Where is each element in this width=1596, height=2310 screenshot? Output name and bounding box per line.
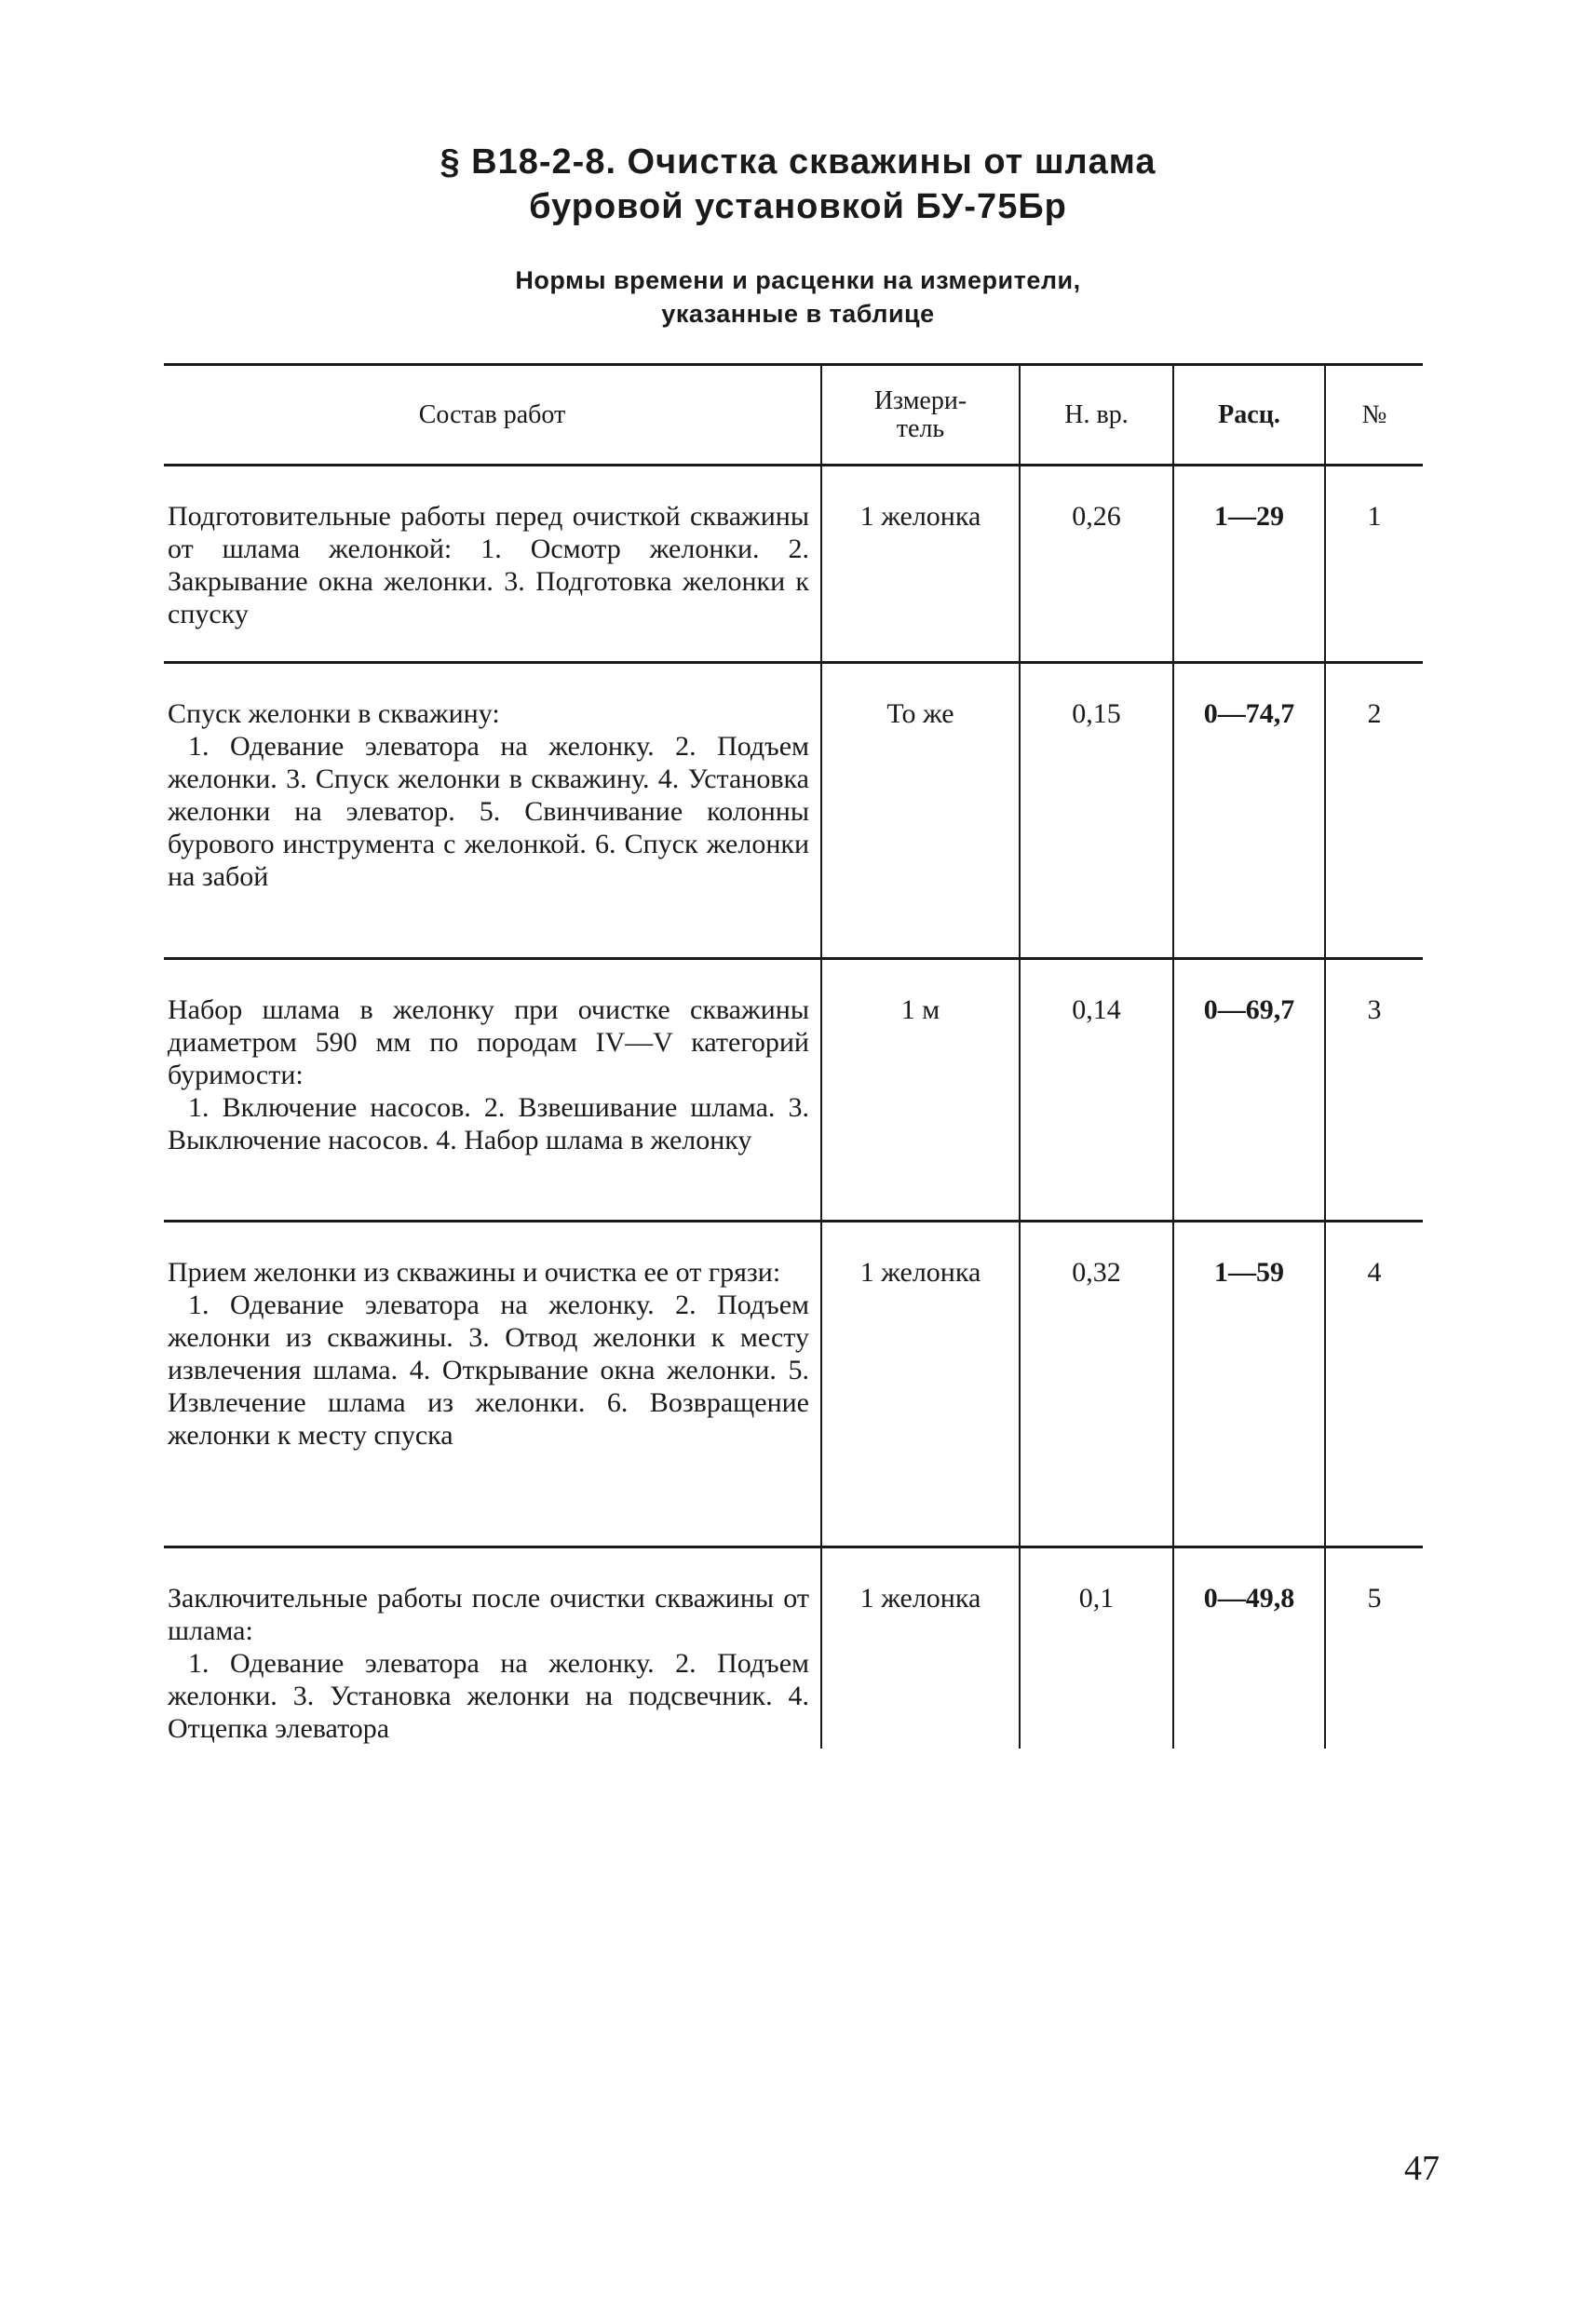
section-title (0, 140, 1596, 229)
row-norm: 0,15 (1020, 663, 1173, 959)
row-number: 3 (1325, 959, 1423, 1222)
row-unit: 1 желонка (821, 1222, 1020, 1547)
table-row (164, 1222, 1423, 1547)
row-title: Спуск желонки в скважину: (168, 698, 500, 729)
row-norm: 0,14 (1020, 959, 1173, 1222)
row-unit: То же (821, 663, 1020, 959)
row-work-items: 1. Одевание элеватора на желонку. 2. Подъем желонки. 3. Установка желонки на подсвечник. 4. Отцепка элеватора (168, 1648, 809, 1744)
section-title-line-1: § В18-2-8. Очистка скважины от шлама (440, 142, 1156, 182)
row-rate: 1—29 (1173, 466, 1325, 663)
row-rate: 0—74,7 (1173, 663, 1325, 959)
column-header-composition: Состав работ (164, 365, 821, 466)
section-title-line-2: буровой установкой БУ-75Бр (529, 187, 1067, 226)
table-caption-line-1: Нормы времени и расценки на измерители, (515, 266, 1081, 294)
row-rate: 0—49,8 (1173, 1547, 1325, 1749)
column-header-rate: Расц. (1173, 365, 1325, 466)
row-unit: 1 желонка (821, 466, 1020, 663)
row-composition (164, 466, 821, 663)
norms-table (164, 363, 1423, 1749)
row-unit: 1 желонка (821, 1547, 1020, 1749)
row-work-items: 1. Включение насосов. 2. Взвешивание шлама. 3. Выключение насосов. 4. Набор шлама в желонку (168, 1092, 809, 1155)
row-number: 5 (1325, 1547, 1423, 1749)
table-row (164, 663, 1423, 959)
row-title: Набор шлама в желонку при очистке скважины диаметром 590 мм по породам IV—V категорий буримости: (168, 994, 809, 1090)
row-number: 2 (1325, 663, 1423, 959)
row-rate: 0—69,7 (1173, 959, 1325, 1222)
row-composition (164, 663, 821, 959)
row-number: 4 (1325, 1222, 1423, 1547)
row-title: Заключительные работы после очистки скважины от шлама: (168, 1583, 809, 1646)
column-header-unit-line-1: Измери- (873, 385, 967, 415)
row-number: 1 (1325, 466, 1423, 663)
table-row (164, 1547, 1423, 1749)
table-header-row (164, 365, 1423, 466)
row-title: Подготовительные работы перед очисткой скважины от шлама желонкой: 1. Осмотр желонки. 2. Закрывание окна желонки. 3. Подготовка желонки к спуску (168, 501, 809, 629)
row-norm: 0,32 (1020, 1222, 1173, 1547)
row-composition (164, 959, 821, 1222)
row-work-items: 1. Одевание элеватора на желонку. 2. Подъем желонки из скважины. 3. Отвод желонки к месту извлечения шлама. 4. Открывание окна желонки. 5. Извлечение шлама из желонки. 6. Возвращение желонки к месту спуска (168, 1290, 809, 1451)
row-rate: 1—59 (1173, 1222, 1325, 1547)
table-caption (0, 263, 1596, 331)
row-unit: 1 м (821, 959, 1020, 1222)
page-number: 47 (1404, 2149, 1440, 2188)
row-composition (164, 1547, 821, 1749)
table-caption-line-2: указанные в таблице (661, 300, 935, 328)
column-header-unit-line-2: тель (896, 413, 945, 443)
table-row (164, 959, 1423, 1222)
row-title: Прием желонки из скважины и очистка ее от грязи: (168, 1257, 781, 1288)
row-work-items: 1. Одевание элеватора на желонку. 2. Подъем желонки. 3. Спуск желонки в скважину. 4. Установка желонки на элеватор. 5. Свинчивание колонны бурового инструмента с желонкой. 6. Спуск желонки на забой (168, 731, 809, 892)
row-composition (164, 1222, 821, 1547)
column-header-unit (821, 365, 1020, 466)
column-header-norm: Н. вр. (1020, 365, 1173, 466)
row-norm: 0,1 (1020, 1547, 1173, 1749)
column-header-number: № (1325, 365, 1423, 466)
table-row (164, 466, 1423, 663)
row-norm: 0,26 (1020, 466, 1173, 663)
